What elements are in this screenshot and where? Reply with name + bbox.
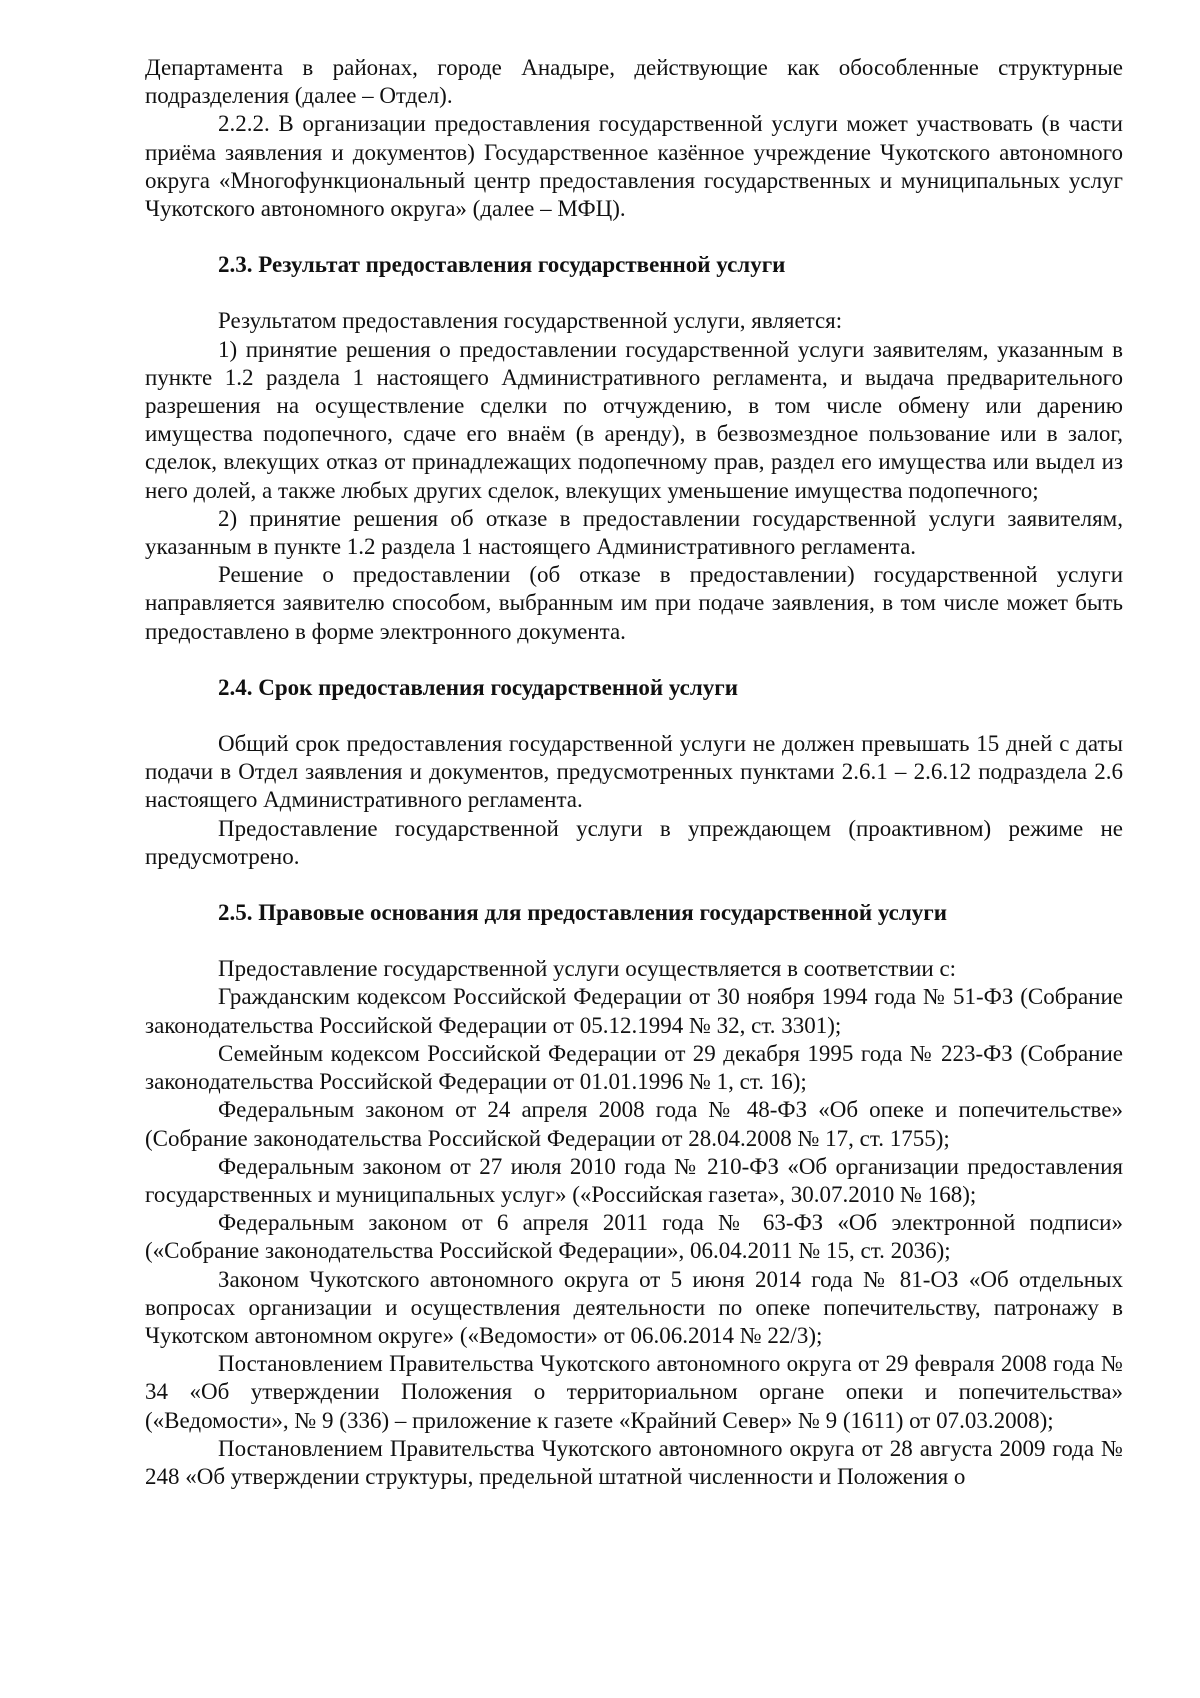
law-public-services: Федеральным законом от 27 июля 2010 года № 210-ФЗ «Об организации предоставления государственных и муниципальных услуг» («Российская газета», 30.07.2010 № 168); [145,1153,1123,1207]
document-page [145,54,1123,1491]
paragraph-2-2-2: 2.2.2. В организации предоставления государственной услуги может участвовать (в части приёма заявления и документов) Государственное казённое учреждение Чукотского автономного округа «Многофункциональный центр предоставления государственных и муниципальных услуг Чукотского автономного округа» (далее – МФЦ). [145,111,1123,222]
paragraph-2-3-decision: Решение о предоставлении (об отказе в предоставлении) государственной услуги направляется заявителю способом, выбранным им при подаче заявления, в том числе может быть предоставлено в форме электронного документа. [145,562,1123,644]
paragraph-2-3-lead: Результатом предоставления государственной услуги, является: [218,308,843,334]
paragraph-2-5-lead: Предоставление государственной услуги осуществляется в соответствии с: [218,956,957,982]
paragraph-intro: Департамента в районах, городе Анадыре, действующие как обособленные структурные подразделения (далее – Отдел). [145,55,1123,109]
law-resolution-248: Постановлением Правительства Чукотского автономного округа от 28 августа 2009 года № 248 «Об утверждении структуры, предельной штатной численности и Положения о [145,1435,1123,1489]
law-resolution-34: Постановлением Правительства Чукотского автономного округа от 29 февраля 2008 года № 34 «Об утверждении Положения о территориальном органе опеки и попечительства» («Ведомости», № 9 (336) – приложение к газете «Крайний Север» № 9 (1611) от 07.03.2008); [145,1351,1123,1433]
heading-2-3: 2.3. Результат предоставления государственной услуги [218,252,786,278]
law-electronic-signature: Федеральным законом от 6 апреля 2011 года № 63-ФЗ «Об электронной подписи» («Собрание законодательства Российской Федерации», 06.04.2011 № 15, ст. 2036); [145,1210,1123,1264]
law-chukotka-81-oz: Законом Чукотского автономного округа от 5 июня 2014 года № 81-ОЗ «Об отдельных вопросах организации и осуществления деятельности по опеке попечительству, патронажу в Чукотском автономном округе» («Ведомости» от 06.06.2014 № 22/3); [145,1266,1123,1348]
paragraph-2-4-proactive: Предоставление государственной услуги в упреждающем (проактивном) режиме не предусмотрено. [145,815,1123,869]
paragraph-2-3-item-2: 2) принятие решения об отказе в предоставлении государственной услуги заявителям, указанным в пункте 1.2 раздела 1 настоящего Административного регламента. [145,505,1123,560]
law-family-code: Семейным кодексом Российской Федерации от 29 декабря 1995 года № 223-ФЗ (Собрание законодательства Российской Федерации от 01.01.1996 № 1, ст. 16); [145,1040,1123,1095]
heading-2-5: 2.5. Правовые основания для предоставления государственной услуги [218,900,947,926]
law-civil-code: Гражданским кодексом Российской Федерации от 30 ноября 1994 года № 51-ФЗ (Собрание законодательства Российской Федерации от 05.12.1994 № 32, ст. 3301); [145,984,1123,1038]
law-guardianship: Федеральным законом от 24 апреля 2008 года № 48-ФЗ «Об опеке и попечительстве» (Собрание законодательства Российской Федерации от 28.04.2008 № 17, ст. 1755); [145,1097,1123,1151]
paragraph-2-3-item-1: 1) принятие решения о предоставлении государственной услуги заявителям, указанным в пункте 1.2 раздела 1 настоящего Административного регламента, и выдача предварительного разрешения на осуществление сделки по отчуждению, в том числе обмену или дарению имущества подопечного, сдаче его внаём (в аренду), в безвозмездное пользование или в залог, сделок, влекущих отказ от принадлежащих подопечному прав, раздел его имущества или выдел из него долей, а также любых других сделок, влекущих уменьшение имущества подопечного; [145,336,1123,503]
heading-2-4: 2.4. Срок предоставления государственной услуги [218,674,738,700]
paragraph-2-4-term: Общий срок предоставления государственной услуги не должен превышать 15 дней с даты подачи в Отдел заявления и документов, предусмотренных пунктами 2.6.1 – 2.6.12 подраздела 2.6 настоящего Административного регламента. [145,731,1123,813]
